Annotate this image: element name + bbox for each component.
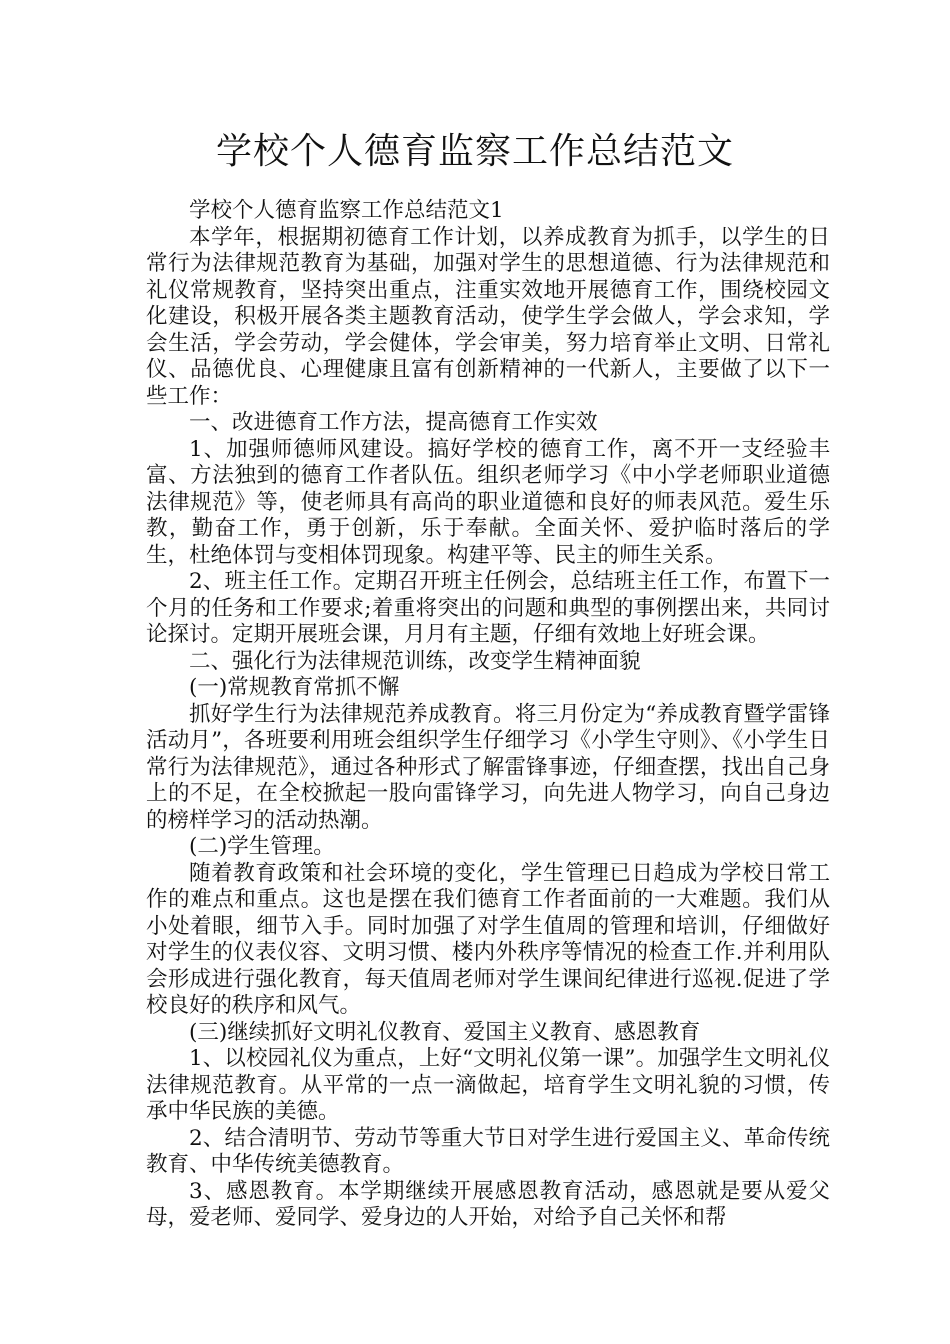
heading-subsection-3: (三)继续抓好文明礼仪教育、爱国主义教育、感恩教育 (189, 1019, 701, 1045)
paragraph-patriotism: 2、结合清明节、劳动节等重大节日对学生进行爱国主义、革命传统教育、中华传统美德教育。 (146, 1125, 830, 1177)
paragraph-behavior-education: 抓好学生行为法律规范养成教育。将三月份定为“养成教育暨学雷锋活动月”，各班要利用班会组织学生仔细学习《小学生守则》、《小学生日常行为法律规范》，通过各种形式了解雷锋事迹，仔细查摆，找出自己身上的不足，在全校掀起一股向雷锋学习，向先进人物学习，向自己身边的榜样学习的活动热潮。 (146, 701, 830, 833)
paragraph-gratitude: 3、感恩教育。本学期继续开展感恩教育活动，感恩就是要从爱父母，爱老师、爱同学、爱身边的人开始，对给予自己关怀和帮 (146, 1178, 830, 1230)
heading-subsection-2: (二)学生管理。 (189, 834, 335, 859)
heading-section-2: 二、强化行为法律规范训练，改变学生精神面貌 (189, 648, 641, 674)
paragraph-etiquette: 1、以校园礼仪为重点，上好“文明礼仪第一课”。加强学生文明礼仪法律规范教育。从平常的一点一滴做起，培育学生文明礼貌的习惯，传承中华民族的美德。 (146, 1046, 830, 1124)
paragraph-teacher-ethics: 1、加强师德师风建设。搞好学校的德育工作，离不开一支经验丰富、方法独到的德育工作者队伍。组织老师学习《中小学老师职业道德法律规范》等，使老师具有高尚的职业道德和良好的师表风范。爱生乐教，勤奋工作，勇于创新，乐于奉献。全面关怀、爱护临时落后的学生，杜绝体罚与变相体罚现象。构建平等、民主的师生关系。 (146, 436, 830, 568)
paragraph-student-management: 随着教育政策和社会环境的变化，学生管理已日趋成为学校日常工作的难点和重点。这也是摆在我们德育工作者面前的一大难题。我们从小处着眼，细节入手。同时加强了对学生值周的管理和培训，仔细做好对学生的仪表仪容、文明习惯、楼内外秩序等情况的检查工作.并利用队会形成进行强化教育，每天值周老师对学生课间纪律进行巡视.促进了学校良好的秩序和风气。 (146, 860, 830, 1018)
document-body (146, 198, 830, 1232)
paragraph-subtitle: 学校个人德育监察工作总结范文1 (189, 198, 504, 223)
document-title: 学校个人德育监察工作总结范文 (215, 131, 734, 172)
heading-subsection-1: (一)常规教育常抓不懈 (189, 675, 400, 700)
heading-section-1: 一、改进德育工作方法，提高德育工作实效 (189, 410, 598, 435)
paragraph-class-teacher: 2、班主任工作。定期召开班主任例会，总结班主任工作，布置下一个月的任务和工作要求;着重将突出的问题和典型的事例摆出来，共同讨论探讨。定期开展班会课，月月有主题，仔细有效地上好班会课。 (146, 569, 830, 647)
paragraph-intro: 本学年，根据期初德育工作计划，以养成教育为抓手，以学生的日常行为法律规范教育为基础，加强对学生的思想道德、行为法律规范和礼仪常规教育，坚持突出重点，注重实效地开展德育工作，围绕校园文化建设，积极开展各类主题教育活动，使学生学会做人，学会求知，学会生活，学会劳动，学会健体，学会审美，努力培育举止文明、日常礼仪、品德优良、心理健康且富有创新精神的一代新人，主要做了以下一些工作： (146, 224, 830, 409)
